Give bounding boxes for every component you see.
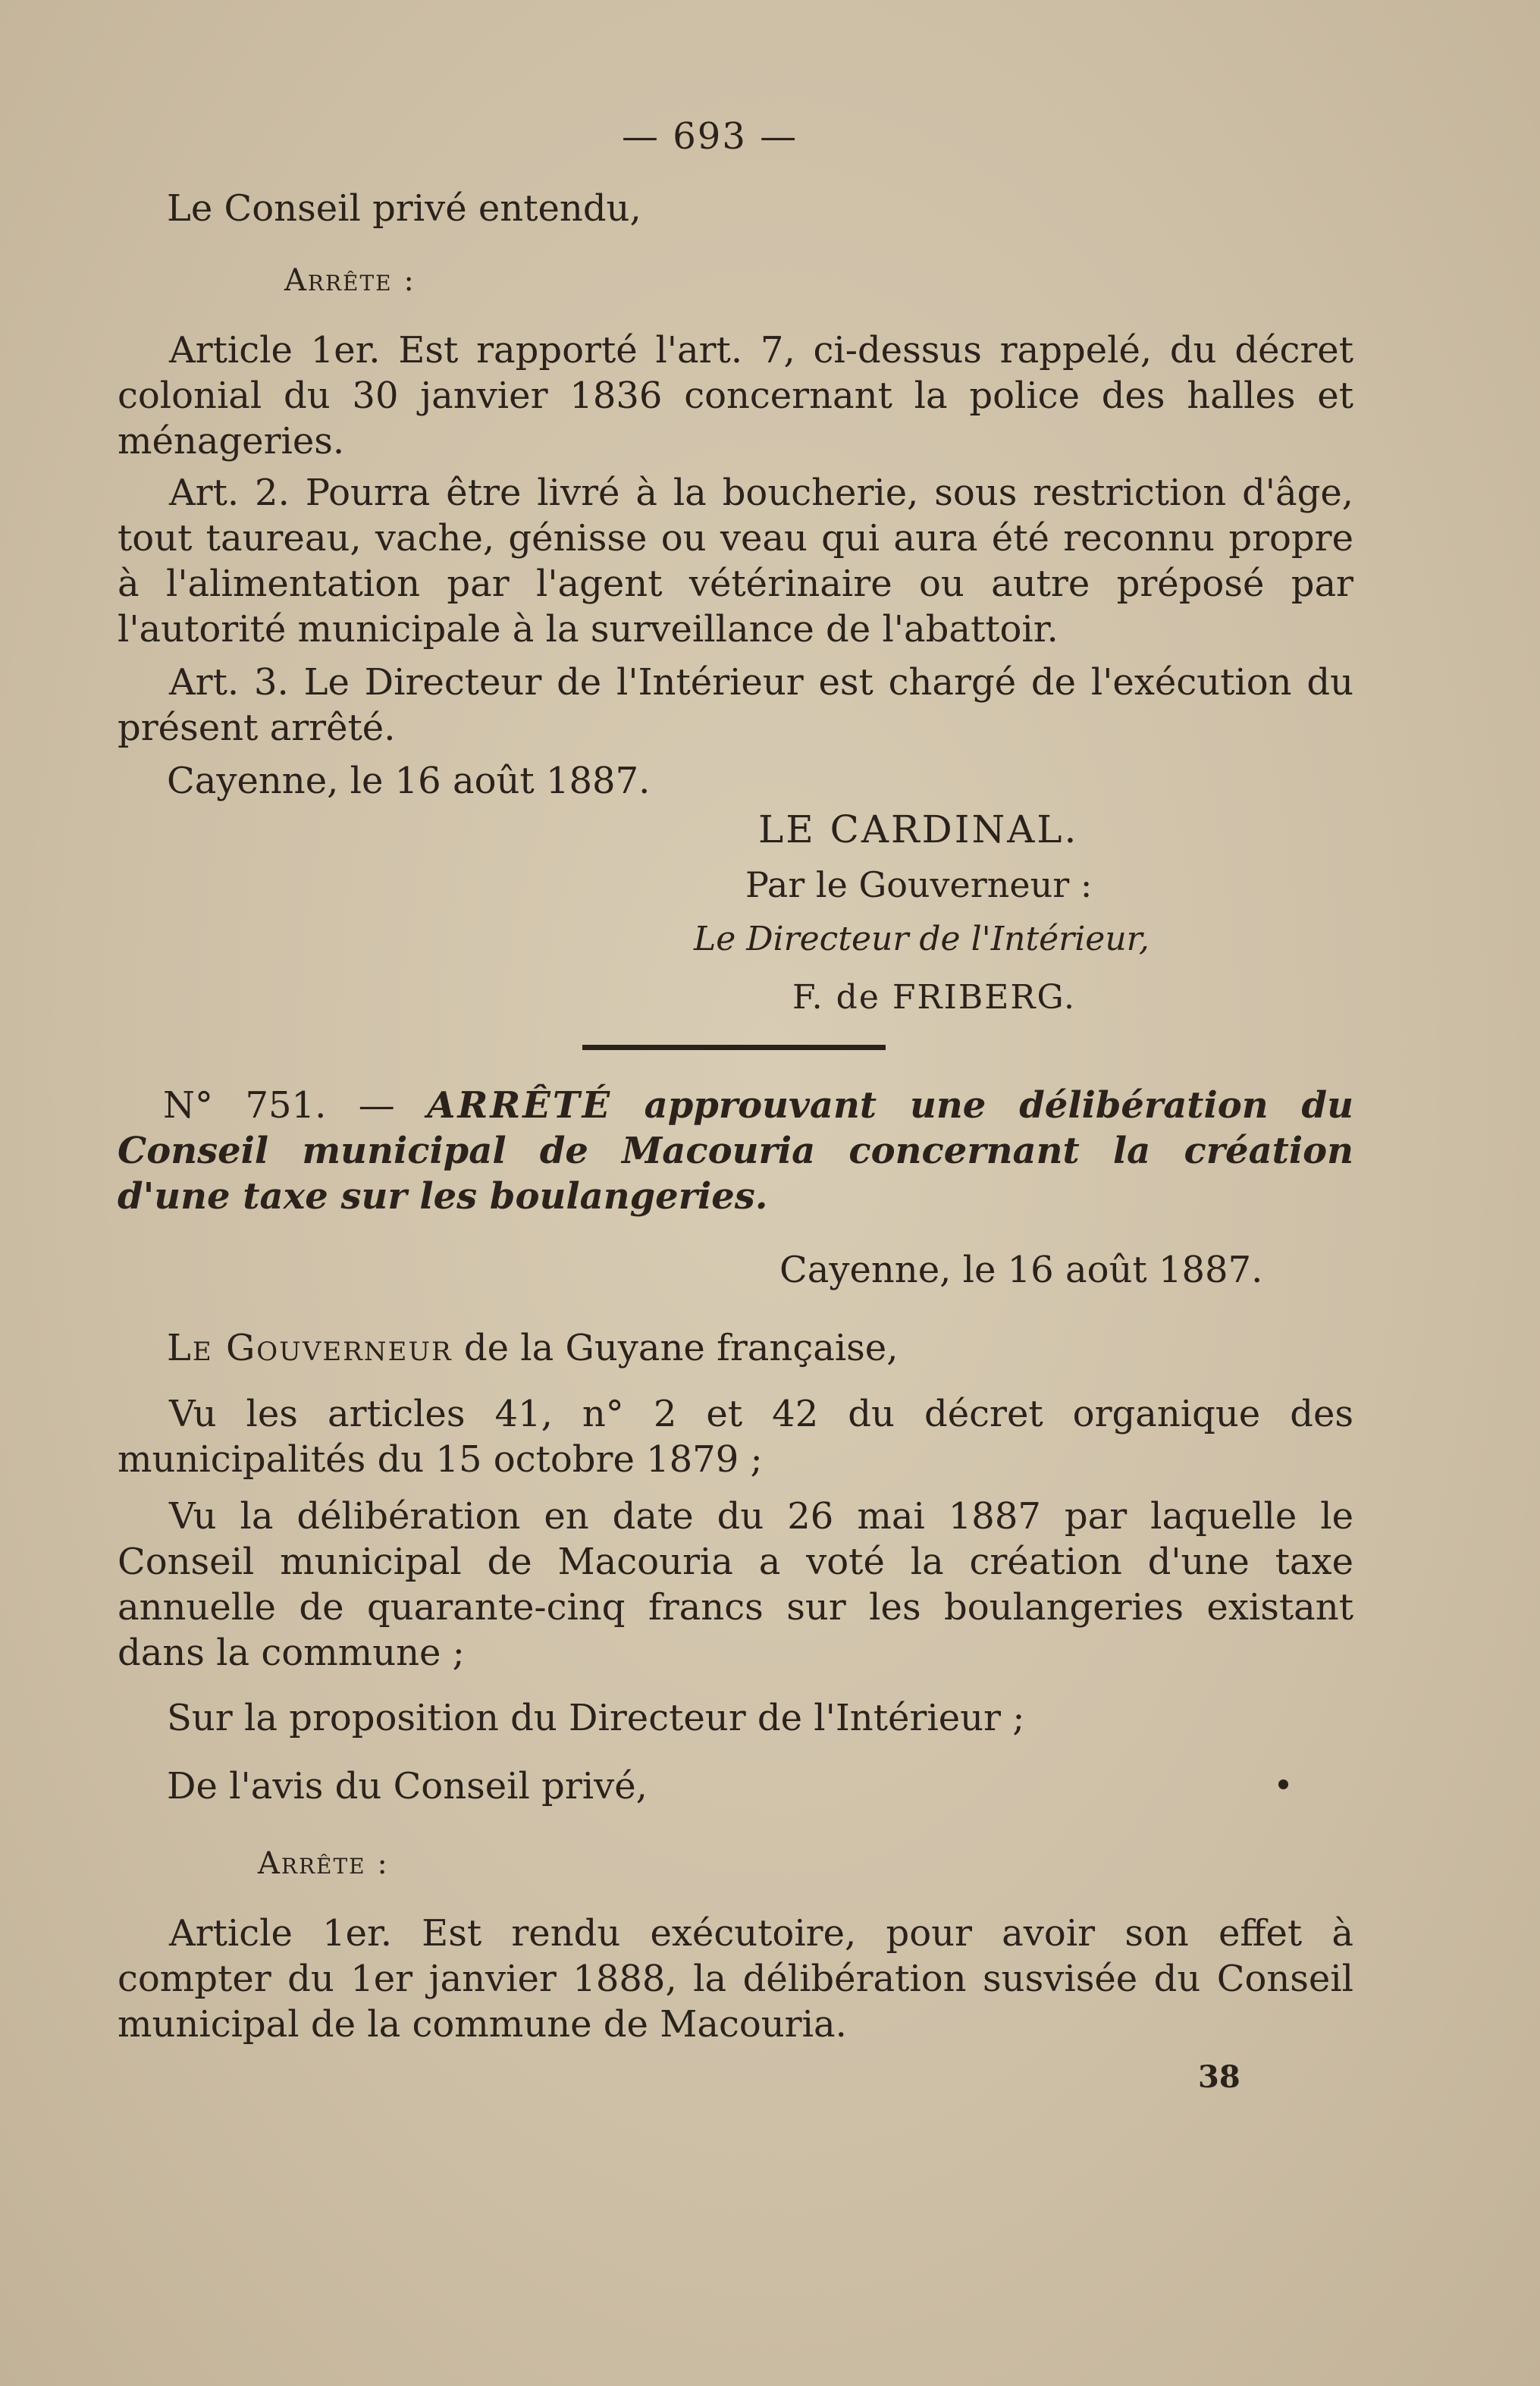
- avis-conseil-prive: De l'avis du Conseil privé,: [167, 1765, 648, 1808]
- arrete-heading: Arrête :: [284, 263, 416, 298]
- vu-articles: Vu les articles 41, n° 2 et 42 du décret organique des municipalités du 15 octobre 1879 ;: [118, 1393, 1353, 1481]
- gouverneur-label: Le Gouverneur: [167, 1327, 453, 1369]
- arrete-heading-2: Arrête :: [258, 1846, 389, 1881]
- sur-proposition: Sur la proposition du Directeur de l'Intérieur ;: [167, 1697, 1025, 1739]
- signature-cardinal: LE CARDINAL.: [758, 807, 1079, 851]
- considerant-conseil-prive: Le Conseil privé entendu,: [167, 187, 641, 230]
- gouverneur-rest: de la Guyane française,: [463, 1327, 899, 1369]
- article-1-decree-751: Article 1er. Est rendu exécutoire, pour avoir son effet à compter du 1er janvier 1888, la délibération susvisée du Conseil municipal de la commune de Macouria.: [118, 1912, 1353, 2046]
- directeur-name: F. de FRIBERG.: [792, 978, 1077, 1017]
- signature-mark: 38: [1198, 2059, 1240, 2095]
- gouverneur-line: [167, 1325, 898, 1371]
- date-line-2: Cayenne, le 16 août 1887.: [779, 1249, 1263, 1291]
- directeur-title: Le Directeur de l'Intérieur,: [694, 920, 1150, 958]
- article-3: Art. 3. Le Directeur de l'Intérieur est chargé de l'exécution du présent arrêté.: [118, 661, 1353, 749]
- decree-arrete-word: ARRÊTÉ: [427, 1084, 613, 1127]
- decree-number: N° 751. —: [163, 1084, 395, 1127]
- article-1: Article 1er. Est rapporté l'art. 7, ci-dessus rappelé, du décret colonial du 30 janvier 1836 concernant la police des halles et ménageries.: [118, 329, 1353, 462]
- decree-751-heading: [118, 1083, 1353, 1219]
- par-le-gouverneur: Par le Gouverneur :: [745, 864, 1093, 905]
- ink-dot: [1278, 1779, 1288, 1789]
- vu-deliberation: Vu la délibération en date du 26 mai 1887 par laquelle le Conseil municipal de Macouria a voté la création d'une taxe annuelle de quarante-cinq francs sur les boulangeries existant dans la commune ;: [118, 1495, 1353, 1674]
- date-line-1: Cayenne, le 16 août 1887.: [167, 760, 651, 802]
- page-number: — 693 —: [622, 115, 798, 158]
- section-divider: [582, 1045, 886, 1050]
- decree-subject: approuvant une délibération du Conseil municipal de Macouria concernant la création d'une taxe sur les boulangeries.: [118, 1084, 1353, 1218]
- article-2: Art. 2. Pourra être livré à la boucherie, sous restriction d'âge, tout taureau, vache, génisse ou veau qui aura été reconnu propre à l'alimentation par l'agent vétérinaire ou autre préposé par l'autorité municipale à la surveillance de l'abattoir.: [118, 472, 1353, 651]
